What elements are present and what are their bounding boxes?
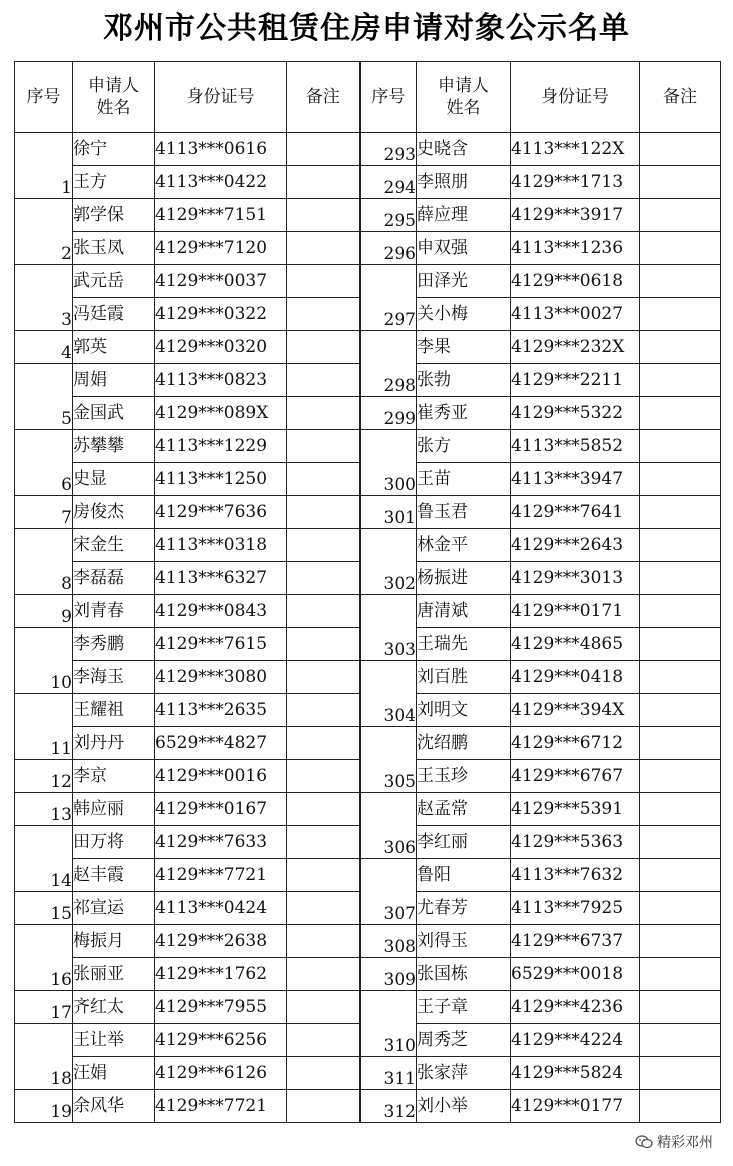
note-cell <box>287 859 360 892</box>
applicant-name: 齐红太 <box>73 991 155 1024</box>
table-row <box>15 496 721 529</box>
id-number: 4113***1236 <box>511 232 640 265</box>
row-number: 309 <box>360 958 417 991</box>
note-cell <box>287 265 360 298</box>
applicant-name: 田万将 <box>73 826 155 859</box>
applicant-name: 汪娟 <box>73 1057 155 1090</box>
applicant-name: 房俊杰 <box>73 496 155 529</box>
id-number: 4129***0843 <box>155 595 287 628</box>
note-cell <box>640 1057 721 1090</box>
header-seq-right: 序号 <box>360 62 417 133</box>
note-cell <box>287 232 360 265</box>
id-number: 4129***089X <box>155 397 287 430</box>
id-number: 4129***4224 <box>511 1024 640 1057</box>
note-cell <box>640 529 721 562</box>
applicant-name: 张国栋 <box>417 958 511 991</box>
id-number: 4129***232X <box>511 331 640 364</box>
note-cell <box>287 1090 360 1123</box>
row-number: 2 <box>15 199 73 265</box>
note-cell <box>287 826 360 859</box>
applicant-name: 李秀鹏 <box>73 628 155 661</box>
note-cell <box>287 892 360 925</box>
table-row <box>15 925 721 958</box>
applicant-name: 祁宣运 <box>73 892 155 925</box>
applicant-name: 王耀祖 <box>73 694 155 727</box>
applicant-name: 王瑞先 <box>417 628 511 661</box>
row-number: 303 <box>360 595 417 661</box>
note-cell <box>640 694 721 727</box>
id-number: 4129***6126 <box>155 1057 287 1090</box>
row-number: 306 <box>360 793 417 859</box>
note-cell <box>287 1024 360 1057</box>
note-cell <box>640 595 721 628</box>
id-number: 4129***6767 <box>511 760 640 793</box>
applicant-name: 刘百胜 <box>417 661 511 694</box>
table-row <box>15 430 721 463</box>
note-cell <box>287 397 360 430</box>
note-cell <box>287 364 360 397</box>
id-number: 4113***7632 <box>511 859 640 892</box>
id-number: 4113***2635 <box>155 694 287 727</box>
id-number: 4129***5824 <box>511 1057 640 1090</box>
applicant-name: 关小梅 <box>417 298 511 331</box>
applicant-name: 张勃 <box>417 364 511 397</box>
applicant-name: 张丽亚 <box>73 958 155 991</box>
note-cell <box>287 430 360 463</box>
row-number: 1 <box>15 133 73 199</box>
header-name-line1: 申请人 <box>88 76 139 96</box>
applicant-name: 徐宁 <box>73 133 155 166</box>
note-cell <box>287 298 360 331</box>
note-cell <box>640 364 721 397</box>
table-row <box>15 199 721 232</box>
id-number: 4129***7633 <box>155 826 287 859</box>
note-cell <box>287 529 360 562</box>
applicant-name: 李红丽 <box>417 826 511 859</box>
row-number: 312 <box>360 1090 417 1123</box>
id-number: 4113***3947 <box>511 463 640 496</box>
row-number: 5 <box>15 364 73 430</box>
applicant-name: 宋金生 <box>73 529 155 562</box>
applicant-name: 周娟 <box>73 364 155 397</box>
id-number: 4129***7636 <box>155 496 287 529</box>
roster-table <box>14 61 721 1123</box>
note-cell <box>640 133 721 166</box>
table-row <box>15 232 721 265</box>
row-number: 17 <box>15 991 73 1024</box>
note-cell <box>640 562 721 595</box>
row-number: 304 <box>360 661 417 727</box>
applicant-name: 金国武 <box>73 397 155 430</box>
applicant-name: 李照朋 <box>417 166 511 199</box>
id-number: 4129***3917 <box>511 199 640 232</box>
row-number: 298 <box>360 331 417 397</box>
note-cell <box>287 661 360 694</box>
note-cell <box>640 925 721 958</box>
id-number: 6529***0018 <box>511 958 640 991</box>
id-number: 4129***0322 <box>155 298 287 331</box>
id-number: 4129***7721 <box>155 859 287 892</box>
note-cell <box>287 991 360 1024</box>
applicant-name: 王子章 <box>417 991 511 1024</box>
applicant-name: 苏攀攀 <box>73 430 155 463</box>
id-number: 4113***1229 <box>155 430 287 463</box>
applicant-name: 武元岳 <box>73 265 155 298</box>
row-number: 300 <box>360 430 417 496</box>
note-cell <box>640 430 721 463</box>
id-number: 4129***6256 <box>155 1024 287 1057</box>
applicant-name: 赵孟常 <box>417 793 511 826</box>
id-number: 4129***5391 <box>511 793 640 826</box>
applicant-name: 薛应理 <box>417 199 511 232</box>
note-cell <box>287 760 360 793</box>
table-row <box>15 331 721 364</box>
applicant-name: 申双强 <box>417 232 511 265</box>
id-number: 4113***0027 <box>511 298 640 331</box>
header-note: 备注 <box>287 62 360 133</box>
id-number: 4129***394X <box>511 694 640 727</box>
id-number: 4129***0037 <box>155 265 287 298</box>
id-number: 4113***0823 <box>155 364 287 397</box>
id-number: 4113***122X <box>511 133 640 166</box>
row-number: 15 <box>15 892 73 925</box>
id-number: 4129***0177 <box>511 1090 640 1123</box>
id-number: 4129***0171 <box>511 595 640 628</box>
note-cell <box>640 991 721 1024</box>
applicant-name: 尤春芳 <box>417 892 511 925</box>
id-number: 4129***7721 <box>155 1090 287 1123</box>
note-cell <box>287 793 360 826</box>
applicant-name: 刘得玉 <box>417 925 511 958</box>
note-cell <box>287 727 360 760</box>
table-row <box>15 529 721 562</box>
note-cell <box>287 958 360 991</box>
applicant-name: 郭学保 <box>73 199 155 232</box>
id-number: 4129***0167 <box>155 793 287 826</box>
applicant-name: 李磊磊 <box>73 562 155 595</box>
note-cell <box>640 199 721 232</box>
row-number: 296 <box>360 232 417 265</box>
note-cell <box>640 298 721 331</box>
roster-body <box>15 133 721 1123</box>
row-number: 16 <box>15 925 73 991</box>
id-number: 4113***7925 <box>511 892 640 925</box>
id-number: 4113***0424 <box>155 892 287 925</box>
applicant-name: 韩应丽 <box>73 793 155 826</box>
row-number: 10 <box>15 628 73 694</box>
header-name-line1: 申请人 <box>438 76 489 96</box>
applicant-name: 赵丰霞 <box>73 859 155 892</box>
id-number: 4129***5322 <box>511 397 640 430</box>
note-cell <box>640 727 721 760</box>
applicant-name: 张玉凤 <box>73 232 155 265</box>
note-cell <box>287 694 360 727</box>
note-cell <box>640 331 721 364</box>
applicant-name: 梅振月 <box>73 925 155 958</box>
row-number: 308 <box>360 925 417 958</box>
applicant-name: 王让举 <box>73 1024 155 1057</box>
id-number: 4129***4236 <box>511 991 640 1024</box>
row-number: 307 <box>360 859 417 925</box>
row-number: 14 <box>15 826 73 892</box>
header-name-line2: 姓名 <box>96 98 131 118</box>
wechat-icon <box>635 1135 653 1149</box>
id-number: 4129***0320 <box>155 331 287 364</box>
row-number: 13 <box>15 793 73 826</box>
note-cell <box>640 265 721 298</box>
row-number: 3 <box>15 265 73 331</box>
header-name-line2: 姓名 <box>446 98 481 118</box>
note-cell <box>287 628 360 661</box>
note-cell <box>640 463 721 496</box>
id-number: 4129***7615 <box>155 628 287 661</box>
applicant-name: 王苗 <box>417 463 511 496</box>
row-number: 8 <box>15 529 73 595</box>
note-cell <box>640 166 721 199</box>
table-row <box>15 595 721 628</box>
row-number: 18 <box>15 1024 73 1090</box>
note-cell <box>287 496 360 529</box>
table-row <box>15 397 721 430</box>
row-number: 9 <box>15 595 73 628</box>
applicant-name: 李京 <box>73 760 155 793</box>
note-cell <box>287 199 360 232</box>
header-name <box>73 62 155 133</box>
applicant-name: 余风华 <box>73 1090 155 1123</box>
header-id-right: 身份证号 <box>511 62 640 133</box>
note-cell <box>287 331 360 364</box>
header-row <box>15 62 721 133</box>
id-number: 4129***6737 <box>511 925 640 958</box>
note-cell <box>287 166 360 199</box>
note-cell <box>287 133 360 166</box>
applicant-name: 史晓含 <box>417 133 511 166</box>
id-number: 4129***5363 <box>511 826 640 859</box>
note-cell <box>640 793 721 826</box>
applicant-name: 刘明文 <box>417 694 511 727</box>
row-number: 302 <box>360 529 417 595</box>
table-row <box>15 1090 721 1123</box>
id-number: 4129***7955 <box>155 991 287 1024</box>
row-number: 299 <box>360 397 417 430</box>
note-cell <box>640 1024 721 1057</box>
note-cell <box>640 892 721 925</box>
note-cell <box>640 1090 721 1123</box>
id-number: 4129***2211 <box>511 364 640 397</box>
id-number: 4129***7120 <box>155 232 287 265</box>
applicant-name: 鲁玉君 <box>417 496 511 529</box>
note-cell <box>640 232 721 265</box>
id-number: 4113***1250 <box>155 463 287 496</box>
applicant-name: 王玉珍 <box>417 760 511 793</box>
id-number: 4129***7151 <box>155 199 287 232</box>
page-title: 邓州市公共租赁住房申请对象公示名单 <box>103 11 630 46</box>
table-row <box>15 727 721 760</box>
id-number: 4129***6712 <box>511 727 640 760</box>
id-number: 4129***1713 <box>511 166 640 199</box>
note-cell <box>640 496 721 529</box>
id-number: 4129***3013 <box>511 562 640 595</box>
row-number: 11 <box>15 694 73 760</box>
applicant-name: 唐清斌 <box>417 595 511 628</box>
note-cell <box>640 397 721 430</box>
applicant-name: 史显 <box>73 463 155 496</box>
note-cell <box>640 958 721 991</box>
id-number: 4129***0418 <box>511 661 640 694</box>
row-number: 297 <box>360 265 417 331</box>
row-number: 311 <box>360 1057 417 1090</box>
applicant-name: 李果 <box>417 331 511 364</box>
row-number: 6 <box>15 430 73 496</box>
row-number: 4 <box>15 331 73 364</box>
id-number: 4113***0422 <box>155 166 287 199</box>
table-row <box>15 958 721 991</box>
table-row <box>15 991 721 1024</box>
id-number: 4113***0616 <box>155 133 287 166</box>
row-number: 12 <box>15 760 73 793</box>
id-number: 4129***2638 <box>155 925 287 958</box>
id-number: 6529***4827 <box>155 727 287 760</box>
note-cell <box>287 562 360 595</box>
applicant-name: 王方 <box>73 166 155 199</box>
applicant-name: 冯廷霞 <box>73 298 155 331</box>
applicant-name: 张方 <box>417 430 511 463</box>
applicant-name: 杨振进 <box>417 562 511 595</box>
header-note-right: 备注 <box>640 62 721 133</box>
id-number: 4129***2643 <box>511 529 640 562</box>
note-cell <box>640 859 721 892</box>
row-number: 301 <box>360 496 417 529</box>
id-number: 4129***4865 <box>511 628 640 661</box>
note-cell <box>640 628 721 661</box>
note-cell <box>287 925 360 958</box>
id-number: 4129***1762 <box>155 958 287 991</box>
row-number: 7 <box>15 496 73 529</box>
applicant-name: 刘小举 <box>417 1090 511 1123</box>
id-number: 4113***0318 <box>155 529 287 562</box>
applicant-name: 沈绍鹏 <box>417 727 511 760</box>
applicant-name: 林金平 <box>417 529 511 562</box>
watermark <box>633 1132 715 1152</box>
row-number: 310 <box>360 991 417 1057</box>
note-cell <box>640 826 721 859</box>
id-number: 4113***5852 <box>511 430 640 463</box>
table-row <box>15 661 721 694</box>
header-seq: 序号 <box>15 62 73 133</box>
table-row <box>15 265 721 298</box>
id-number: 4129***7641 <box>511 496 640 529</box>
note-cell <box>640 661 721 694</box>
applicant-name: 李海玉 <box>73 661 155 694</box>
note-cell <box>287 595 360 628</box>
id-number: 4129***3080 <box>155 661 287 694</box>
id-number: 4129***0016 <box>155 760 287 793</box>
note-cell <box>287 463 360 496</box>
note-cell <box>640 760 721 793</box>
id-number: 4129***0618 <box>511 265 640 298</box>
table-row <box>15 859 721 892</box>
row-number: 295 <box>360 199 417 232</box>
header-id: 身份证号 <box>155 62 287 133</box>
applicant-name: 崔秀亚 <box>417 397 511 430</box>
applicant-name: 田泽光 <box>417 265 511 298</box>
applicant-name: 郭英 <box>73 331 155 364</box>
row-number: 294 <box>360 166 417 199</box>
row-number: 19 <box>15 1090 73 1123</box>
row-number: 305 <box>360 727 417 793</box>
table-row <box>15 1057 721 1090</box>
header-name-right <box>417 62 511 133</box>
applicant-name: 刘青春 <box>73 595 155 628</box>
applicant-name: 刘丹丹 <box>73 727 155 760</box>
table-row <box>15 133 721 166</box>
applicant-name: 鲁阳 <box>417 859 511 892</box>
row-number: 293 <box>360 133 417 166</box>
table-row <box>15 793 721 826</box>
id-number: 4113***6327 <box>155 562 287 595</box>
watermark-text: 精彩邓州 <box>657 1135 713 1151</box>
note-cell <box>287 1057 360 1090</box>
applicant-name: 周秀芝 <box>417 1024 511 1057</box>
applicant-name: 张家萍 <box>417 1057 511 1090</box>
table-row <box>15 166 721 199</box>
